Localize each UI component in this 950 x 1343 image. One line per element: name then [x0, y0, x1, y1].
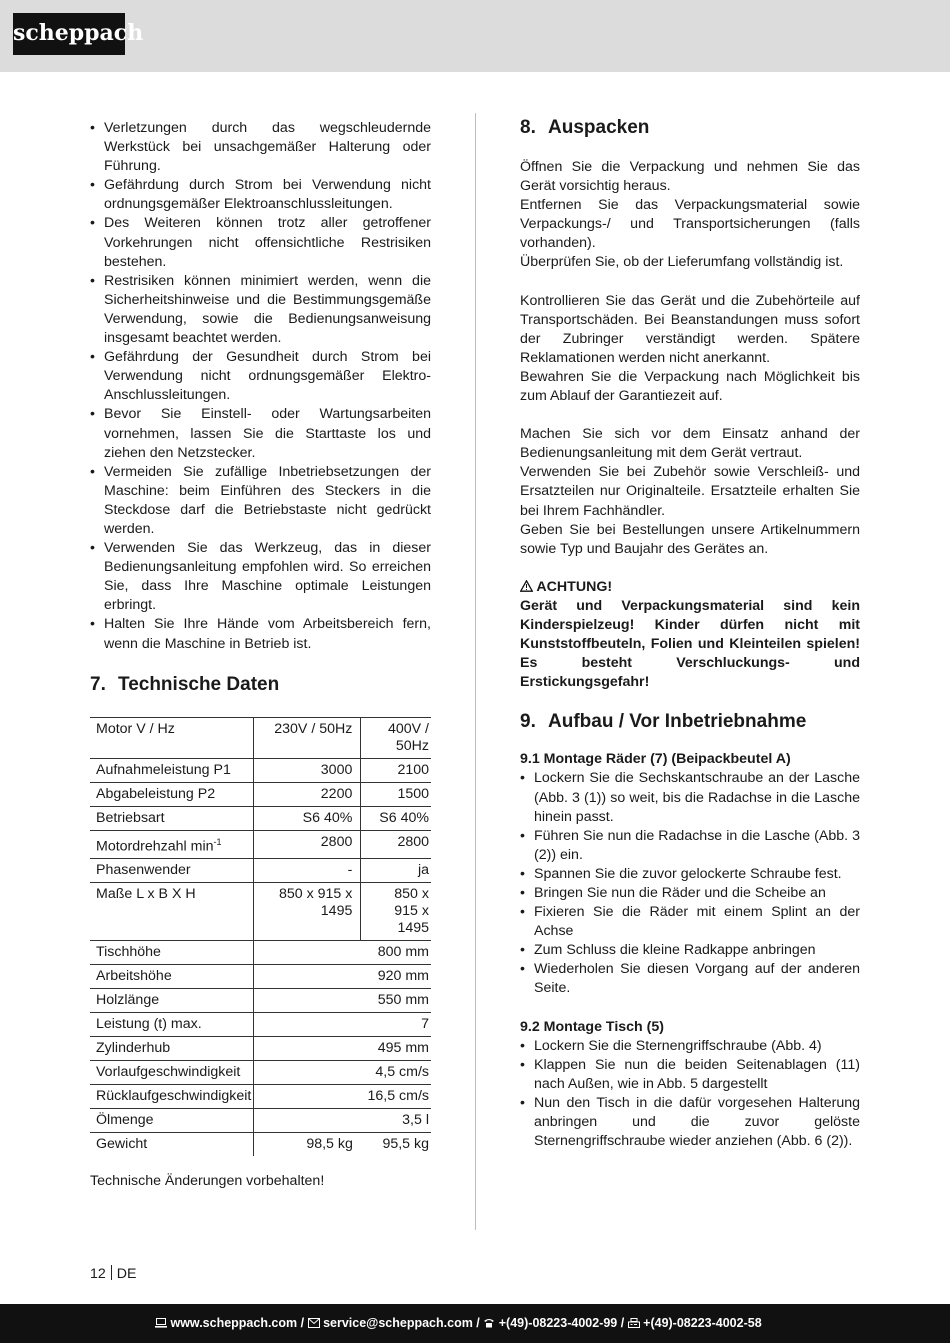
- separator: [111, 1265, 112, 1280]
- table-cell: 1500: [361, 782, 431, 806]
- table-row: [90, 1037, 431, 1061]
- table-cell: Maße L x B X H: [90, 883, 254, 941]
- section-number: 8.: [520, 117, 536, 138]
- table-cell: Betriebsart: [90, 806, 254, 830]
- table-cell: -: [254, 859, 361, 883]
- table-cell: Motor V / Hz: [90, 717, 254, 758]
- table-cell: 230V / 50Hz: [254, 717, 361, 758]
- table-row: [90, 859, 431, 883]
- paragraph: Verwenden Sie bei Zubehör sowie Verschleiß- und Ersatzteilen nur Originalteile. Ersatzteile erhalten Sie bei Ihrem Fachhändler.: [520, 464, 860, 519]
- table-cell: [90, 830, 254, 859]
- paragraph: Machen Sie sich vor dem Einsatz anhand der Bedienungsanleitung mit dem Gerät vertraut.: [520, 426, 860, 462]
- subsection-heading: 9.2 Montage Tisch (5): [520, 1018, 665, 1035]
- section-number: 7.: [90, 673, 106, 695]
- email-link[interactable]: service@scheppach.com /: [323, 1316, 480, 1330]
- table-cell: 800 mm: [254, 941, 431, 965]
- brand-logo: scheppach: [13, 13, 125, 55]
- table-row: [90, 806, 431, 830]
- section-number: 9.: [520, 711, 536, 733]
- language-code: DE: [116, 1266, 137, 1282]
- table-cell: 2800: [361, 830, 431, 859]
- paragraph: Entfernen Sie das Verpackungsmaterial sowie Verpackungs-/ und Transportsicherungen (falls vorhanden).: [520, 197, 860, 252]
- section-title: Auspacken: [548, 117, 650, 138]
- table-row: [90, 1013, 431, 1037]
- cell-label: Motordrehzahl min: [96, 838, 214, 855]
- table-cell: 495 mm: [254, 1037, 431, 1061]
- table-cell: ja: [361, 859, 431, 883]
- list-item: • Vermeiden Sie zufällige Inbetriebsetzungen der Maschine: beim Einführen des Steckers in die Steckdose darf die Betriebstaste nicht gedrückt werden.: [90, 463, 431, 539]
- table-row: [90, 1109, 431, 1133]
- paragraph: Kontrollieren Sie das Gerät und die Zubehörteile auf Transportschäden. Bei Beanstandungen muss sofort der Zubringer verständigt werden. Spätere Reklamationen werden nicht anerkannt.: [520, 292, 860, 366]
- column-divider: [475, 113, 476, 1230]
- table-cell: 850 x 915 x 1495: [254, 883, 361, 941]
- list-item: • Gefährdung der Gesundheit durch Strom bei Verwendung nicht ordnungsgemäßer Elektro-Anschlussleitungen.: [90, 348, 431, 405]
- page-number: 12: [90, 1266, 106, 1282]
- table-row: [90, 883, 431, 941]
- table-row: [90, 830, 431, 859]
- warning-triangle-icon: [520, 580, 533, 592]
- table-row: [90, 717, 431, 758]
- table-cell: 3000: [254, 758, 361, 782]
- list-item: • Bevor Sie Einstell- oder Wartungsarbeiten vornehmen, lassen Sie die Starttaste los und ziehen den Netzstecker.: [90, 405, 431, 462]
- list-item: • Lockern Sie die Sechskantschraube an der Lasche (Abb. 3 (1)) so weit, bis die Radachse in die Lasche hinein passt.: [520, 769, 860, 826]
- assembly-list: [520, 769, 860, 998]
- list-item: • Restrisiken können minimiert werden, wenn die Sicherheitshinweise und die Bestimmungsgemäße Verwendung, sowie die Bedienungsanweisung insgesamt beachtet werden.: [90, 272, 431, 348]
- warning-block: [520, 578, 860, 693]
- table-cell: 2800: [254, 830, 361, 859]
- table-row: [90, 1061, 431, 1085]
- table-cell: Tischhöhe: [90, 941, 254, 965]
- table-row: [90, 1085, 431, 1109]
- section-7-heading: [90, 673, 431, 697]
- list-item: • Lockern Sie die Sternengriffschraube (Abb. 4): [520, 1037, 860, 1056]
- table-cell: 7: [254, 1013, 431, 1037]
- table-cell: 4,5 cm/s: [254, 1061, 431, 1085]
- table-cell: Vorlaufgeschwindigkeit: [90, 1061, 254, 1085]
- fax-icon: [628, 1318, 640, 1328]
- list-item: • Führen Sie nun die Radachse in die Lasche (Abb. 3 (2)) ein.: [520, 827, 860, 865]
- warning-title: ACHTUNG!: [536, 578, 613, 595]
- section-9-heading: [520, 710, 860, 734]
- list-item: • Verletzungen durch das wegschleudernde Werkstück bei unsachgemäßer Halterung oder Führung.: [90, 119, 431, 176]
- table-cell: 920 mm: [254, 965, 431, 989]
- right-column: [520, 116, 860, 1151]
- section-8-heading: [520, 116, 860, 140]
- table-mount-list: [520, 1037, 860, 1152]
- table-cell: Phasenwender: [90, 859, 254, 883]
- technical-data-table: [90, 717, 431, 1157]
- table-cell: Arbeitshöhe: [90, 965, 254, 989]
- table-cell: 16,5 cm/s: [254, 1085, 431, 1109]
- table-cell: 400V / 50Hz: [361, 717, 431, 758]
- table-row: [90, 758, 431, 782]
- list-item: • Klappen Sie nun die beiden Seitenablagen (11) nach Außen, wie in Abb. 5 dargestellt: [520, 1056, 860, 1094]
- table-cell: 2200: [254, 782, 361, 806]
- list-item: • Verwenden Sie das Werkzeug, das in dieser Bedienungsanleitung empfohlen wird. So erreichen Sie, dass Ihre Maschine optimale Leistungen erbringt.: [90, 539, 431, 615]
- table-row: [90, 989, 431, 1013]
- table-cell: 98,5 kg: [254, 1133, 361, 1157]
- paragraph: Bewahren Sie die Verpackung nach Möglichkeit bis zum Ablauf der Garantiezeit auf.: [520, 368, 860, 405]
- list-item: • Bringen Sie nun die Räder und die Scheibe an: [520, 884, 860, 903]
- table-cell: 550 mm: [254, 989, 431, 1013]
- table-row: [90, 1133, 431, 1157]
- mail-icon: [308, 1318, 320, 1328]
- paragraph: Öffnen Sie die Verpackung und nehmen Sie das Gerät vorsichtig heraus.: [520, 159, 860, 195]
- table-row: [90, 965, 431, 989]
- table-cell: S6 40%: [361, 806, 431, 830]
- table-cell: Gewicht: [96, 1136, 148, 1153]
- table-cell: Abgabeleistung P2: [90, 782, 254, 806]
- page-number-area: [90, 1265, 137, 1282]
- page-header: [0, 0, 950, 72]
- list-item: • Des Weiteren können trotz aller getroffener Vorkehrungen nicht offensichtliche Restrisiken bestehen.: [90, 214, 431, 271]
- table-cell: 3,5 l: [254, 1109, 431, 1133]
- list-item: • Spannen Sie die zuvor gelockerte Schraube fest.: [520, 865, 860, 884]
- phone-number: +(49)-08223-4002-99 /: [498, 1316, 625, 1330]
- table-cell: Holzlänge: [90, 989, 254, 1013]
- risk-list: [90, 119, 431, 654]
- computer-icon: [155, 1318, 167, 1328]
- table-cell: 2100: [361, 758, 431, 782]
- section-title: Technische Daten: [118, 673, 280, 695]
- table-cell: Rücklaufgeschwindigkeit: [90, 1085, 254, 1109]
- contact-line: [155, 1304, 762, 1343]
- warning-heading: [520, 578, 860, 597]
- section-title: Aufbau / Vor Inbetriebnahme: [548, 711, 807, 733]
- list-item: • Gefährdung durch Strom bei Verwendung nicht ordnungsgemäßer Elektroanschlussleitungen.: [90, 176, 431, 214]
- fax-number: +(49)-08223-4002-58: [643, 1316, 762, 1330]
- website-link[interactable]: www.scheppach.com /: [170, 1316, 305, 1330]
- list-item: • Zum Schluss die kleine Radkappe anbringen: [520, 941, 860, 960]
- page-footer: [0, 1304, 950, 1343]
- technical-note: Technische Änderungen vorbehalten!: [90, 1173, 325, 1190]
- list-item: • Wiederholen Sie diesen Vorgang auf der anderen Seite.: [520, 960, 860, 998]
- list-item: • Fixieren Sie die Räder mit einem Splint an der Achse: [520, 903, 860, 941]
- paragraph: Überprüfen Sie, ob der Lieferumfang vollständig ist.: [520, 254, 844, 271]
- left-column: [90, 119, 431, 1191]
- superscript: -1: [213, 836, 222, 847]
- list-item: • Nun den Tisch in die dafür vorgesehen Halterung anbringen und die zuvor gelöste Sternengriffschraube wieder anziehen (Abb. 6 (2)).: [520, 1094, 860, 1151]
- table-cell: Zylinderhub: [90, 1037, 254, 1061]
- warning-text: Gerät und Verpackungsmaterial sind kein Kinderspielzeug! Kinder dürfen nicht mit Kunststoffbeuteln, Folien und Kleinteilen spielen! Es besteht Verschluckungs- und Erstickungsgefahr!: [520, 597, 860, 691]
- table-cell: Aufnahmeleistung P1: [90, 758, 254, 782]
- table-cell: Leistung (t) max.: [90, 1013, 254, 1037]
- table-cell: 95,5 kg: [382, 1136, 429, 1153]
- table-cell: S6 40%: [254, 806, 361, 830]
- paragraph: Geben Sie bei Bestellungen unsere Artikelnummern sowie Typ und Baujahr des Gerätes an.: [520, 521, 860, 557]
- list-item: • Halten Sie Ihre Hände vom Arbeitsbereich fern, wenn die Maschine in Betrieb ist.: [90, 615, 431, 653]
- table-row: [90, 941, 431, 965]
- phone-icon: [483, 1318, 495, 1328]
- table-cell: Ölmenge: [90, 1109, 254, 1133]
- subsection-heading: 9.1 Montage Räder (7) (Beipackbeutel A): [520, 751, 791, 768]
- table-cell: 850 x 915 x 1495: [361, 883, 431, 941]
- table-row: [90, 782, 431, 806]
